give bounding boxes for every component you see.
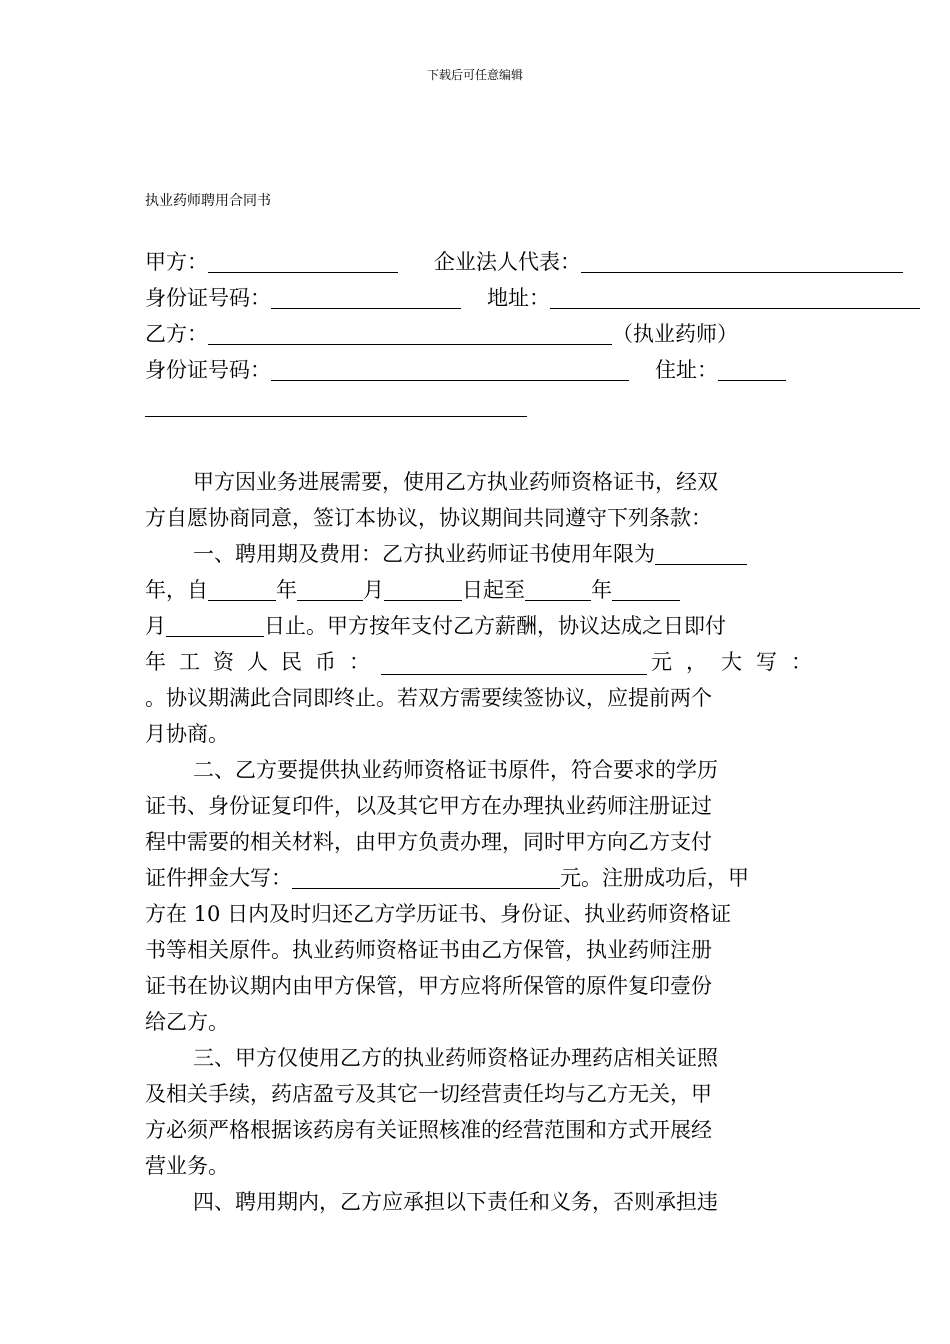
term-years-blank[interactable] — [655, 542, 747, 565]
clause2-line-8: 给乙方。 — [145, 1010, 229, 1034]
clause3-line-1: 三、甲方仅使用乙方的执业药师资格证办理药店相关证照 — [193, 1046, 718, 1070]
intro-line-1: 甲方因业务进展需要，使用乙方执业药师资格证书，经双 — [193, 470, 718, 494]
end-year-blank[interactable] — [525, 578, 591, 601]
residence-blank-continued[interactable] — [145, 394, 527, 417]
amount-uppercase-label: 元，大写： — [651, 650, 826, 674]
start-day-blank[interactable] — [384, 578, 462, 601]
party-a-label: 甲方： — [145, 250, 208, 274]
start-month-blank[interactable] — [297, 578, 363, 601]
end-year-label: 年 — [591, 578, 612, 602]
end-day-blank[interactable] — [166, 614, 264, 637]
clause1-line-4 — [145, 644, 826, 680]
start-month-label: 月 — [363, 578, 384, 602]
id-number-a-blank[interactable] — [271, 286, 461, 309]
clause1-line-1 — [145, 536, 811, 572]
deposit-blank[interactable] — [292, 866, 560, 889]
clause1-from-label: 年，自 — [145, 578, 208, 602]
clause2-line-4 — [145, 860, 811, 896]
party-b-blank[interactable] — [208, 322, 612, 345]
clause1-line-6: 月协商。 — [145, 722, 229, 746]
clause2-line-7: 证书在协议期内由甲方保管，甲方应将所保管的原件复印壹份 — [145, 974, 712, 998]
address-label: 地址： — [487, 286, 550, 310]
intro-line-2: 方自愿协商同意，签订本协议，协议期间共同遵守下列条款： — [145, 506, 712, 530]
clause3-line-3: 方必须严格根据该药房有关证照核准的经营范围和方式开展经 — [145, 1118, 712, 1142]
contract-body — [145, 464, 826, 1220]
id-number-a-label: 身份证号码： — [145, 286, 271, 310]
document-title: 执业药师聘用合同书 — [145, 193, 271, 209]
clause4-line-1: 四、聘用期内，乙方应承担以下责任和义务，否则承担违 — [193, 1190, 718, 1214]
residence-blank[interactable] — [718, 358, 786, 381]
annual-salary-label: 年工资人民币： — [145, 650, 383, 674]
id-number-b-label: 身份证号码： — [145, 358, 271, 382]
id-number-b-blank[interactable] — [271, 358, 629, 381]
clause3-line-4: 营业务。 — [145, 1154, 229, 1178]
id-number-b-line — [145, 352, 786, 388]
clause2-line-5: 方在 10 日内及时归还乙方学历证书、身份证、执业药师资格证 — [145, 902, 732, 926]
deposit-label: 证件押金大写： — [145, 866, 292, 890]
legal-rep-blank[interactable] — [581, 250, 903, 273]
clause2-line-6: 书等相关原件。执业药师资格证书由乙方保管，执业药师注册 — [145, 938, 712, 962]
party-b-line — [145, 316, 738, 352]
clause1-line-2 — [145, 572, 811, 608]
clause3-line-2: 及相关手续，药店盈亏及其它一切经营责任均与乙方无关，甲 — [145, 1082, 712, 1106]
address-blank[interactable] — [550, 286, 920, 309]
clause2-line-3: 程中需要的相关材料，由甲方负责办理，同时甲方向乙方支付 — [145, 830, 712, 854]
residence-continuation-line — [145, 388, 527, 424]
end-month-label: 月 — [145, 614, 166, 638]
pharmacist-note: （执业药师） — [612, 322, 738, 346]
clause1-text-3: 日止。甲方按年支付乙方薪酬，协议达成之日即付 — [264, 614, 726, 638]
start-year-blank[interactable] — [208, 578, 276, 601]
clause2-text-4: 元。注册成功后，甲 — [560, 866, 749, 890]
start-day-label: 日起至 — [462, 578, 525, 602]
party-a-line — [145, 244, 903, 280]
clause2-line-2: 证书、身份证复印件，以及其它甲方在办理执业药师注册证过 — [145, 794, 712, 818]
start-year-label: 年 — [276, 578, 297, 602]
clause1-line-3 — [145, 608, 811, 644]
residence-label: 住址： — [655, 358, 718, 382]
clause1-text-1: 一、聘用期及费用：乙方执业药师证书使用年限为 — [193, 542, 655, 566]
party-b-label: 乙方： — [145, 322, 208, 346]
end-month-blank[interactable] — [612, 578, 680, 601]
page-header: 下载后可任意编辑 — [426, 68, 523, 82]
id-number-a-line — [145, 280, 920, 316]
clause2-line-1: 二、乙方要提供执业药师资格证书原件，符合要求的学历 — [193, 758, 718, 782]
party-a-blank[interactable] — [208, 250, 398, 273]
legal-rep-label: 企业法人代表： — [434, 250, 581, 274]
clause1-line-5: 。协议期满此合同即终止。若双方需要续签协议，应提前两个 — [145, 686, 712, 710]
annual-salary-blank[interactable] — [381, 652, 647, 675]
